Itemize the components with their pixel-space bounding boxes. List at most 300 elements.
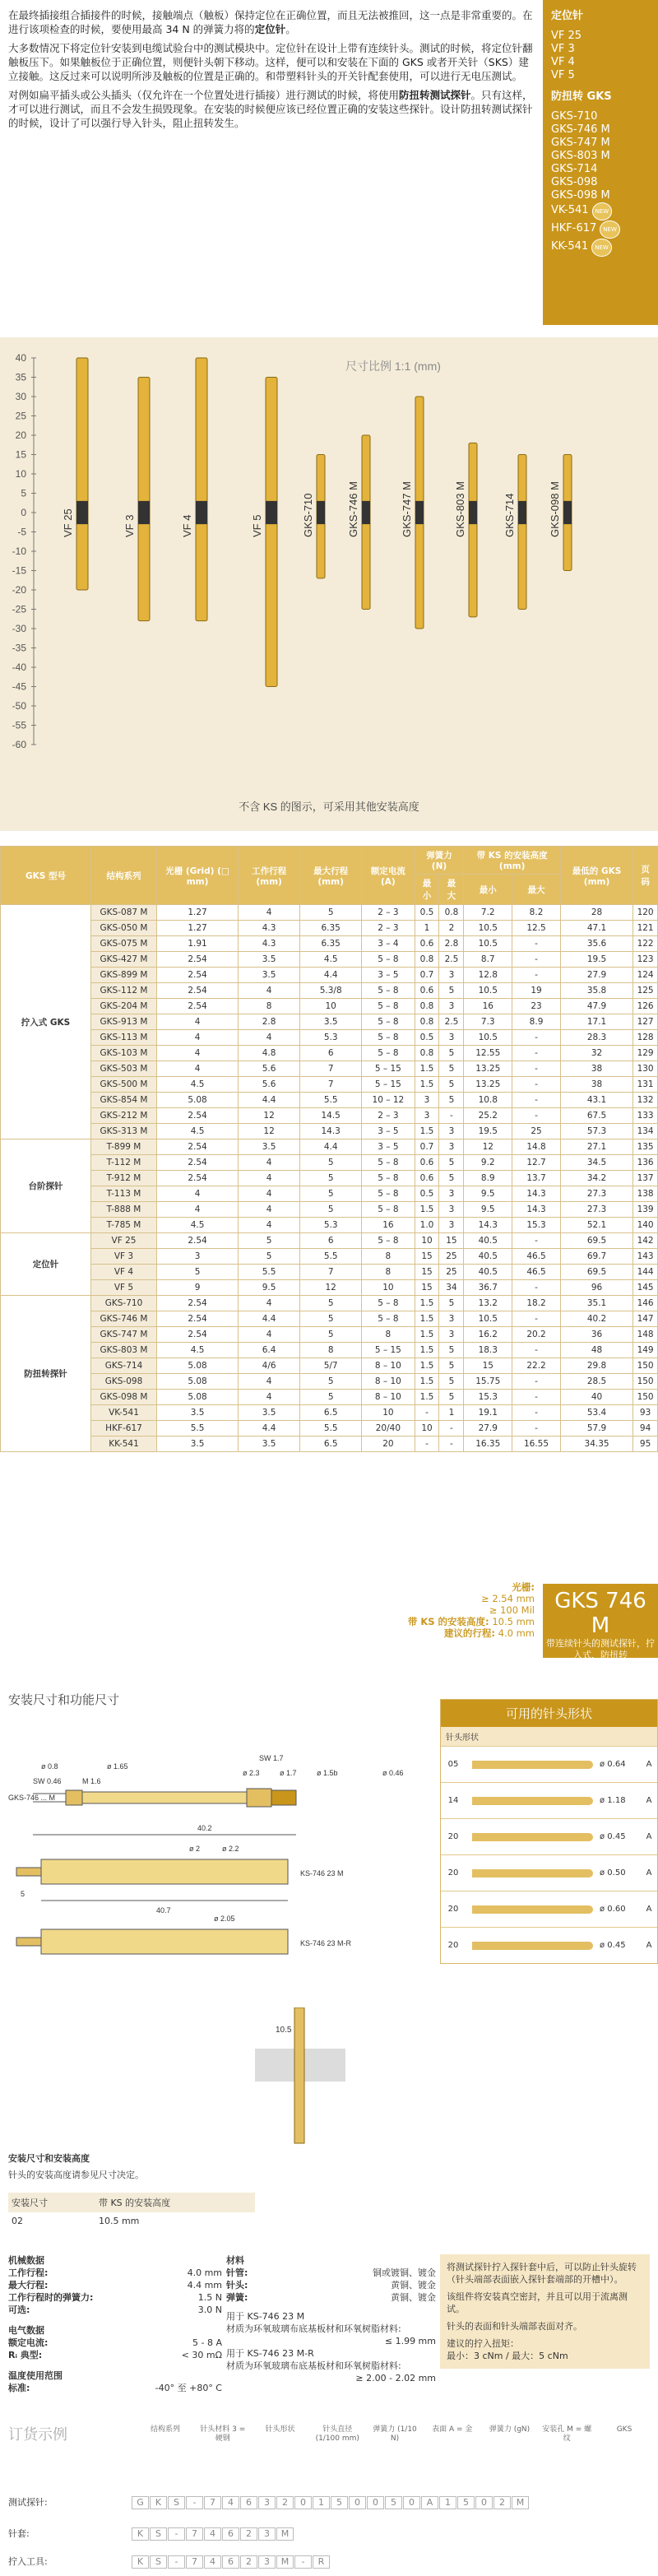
table-cell: 57.9 <box>560 1421 633 1437</box>
table-cell: 5 <box>439 1358 464 1374</box>
product-subtitle: 带连续针头的测试探针，拧入式，防扭转 <box>546 1638 655 1660</box>
tip-row <box>441 1818 657 1854</box>
order-code-cell: 4 <box>204 2555 221 2569</box>
probe-label: GKS-803 M <box>454 481 466 537</box>
table-cell: 1.91 <box>157 936 239 952</box>
table-cell: GKS-112 M <box>91 983 157 999</box>
table-cell: 7.2 <box>464 905 512 921</box>
table-cell: 0.8 <box>415 952 439 968</box>
table-cell: 5.3 <box>300 1030 362 1046</box>
table-cell: 127 <box>633 1014 658 1030</box>
table-cell: 18.2 <box>512 1296 561 1311</box>
order-row-label: 针套: <box>8 2528 30 2539</box>
table-cell: 35.6 <box>560 936 633 952</box>
order-code-cell: 5 <box>457 2496 475 2509</box>
table-cell: 6.4 <box>239 1343 300 1358</box>
tip-shapes-title: 可用的针头形状 <box>441 1700 657 1727</box>
order-col-label: 弹簧力 (1/10 N) <box>373 2425 417 2443</box>
table-cell: 40.5 <box>464 1265 512 1280</box>
table-cell: GKS-746 M <box>91 1311 157 1327</box>
dimension-drawing <box>8 1711 428 1983</box>
table-cell: 20 <box>362 1437 415 1452</box>
sidebar-item[interactable]: VF 25 <box>551 30 582 42</box>
table-cell: 0.6 <box>415 1171 439 1186</box>
table-cell: - <box>439 1437 464 1452</box>
sidebar-group-title: 定位针 <box>551 10 584 22</box>
sidebar-item[interactable]: HKF-617 NEW <box>551 220 650 239</box>
table-cell: GKS-313 M <box>91 1124 157 1139</box>
order-code-cell: R <box>313 2555 330 2569</box>
table-cell: 4.4 <box>239 1093 300 1108</box>
tip-shape <box>472 1797 593 1805</box>
table-cell: 40 <box>560 1390 633 1405</box>
th-min-gks: 最低的 GKS (mm) <box>560 847 633 905</box>
table-cell: 4.4 <box>300 968 362 983</box>
table-cell: 27.9 <box>560 968 633 983</box>
table-cell: 67.5 <box>560 1108 633 1124</box>
table-cell: 28.3 <box>560 1030 633 1046</box>
table-cell: 2.54 <box>157 1139 239 1155</box>
table-cell: 5 – 8 <box>362 1296 415 1311</box>
table-cell: 8 <box>300 1343 362 1358</box>
table-cell: 3.5 <box>239 1139 300 1155</box>
table-row <box>1 1280 658 1296</box>
table-cell: 12 <box>239 1124 300 1139</box>
install-table <box>8 2193 255 2230</box>
table-cell: 4 <box>239 1327 300 1343</box>
table-cell: 4 <box>239 1155 300 1171</box>
table-cell: 69.5 <box>560 1233 633 1249</box>
table-cell: 8 – 10 <box>362 1374 415 1390</box>
table-cell: - <box>512 1030 561 1046</box>
install-title: 安装尺寸和安装高度 <box>8 2153 90 2164</box>
order-code-cell: - <box>186 2496 203 2509</box>
tip-diameter: ø 0.64 <box>600 1760 626 1769</box>
install-desc: 针头的安装高度请参见尺寸决定。 <box>8 2170 144 2180</box>
tip-diameter: ø 0.45 <box>600 1941 626 1950</box>
order-col-label: 针头材料 3 = 硬钢 <box>200 2425 246 2443</box>
table-cell: 0.6 <box>415 983 439 999</box>
tip-material: A <box>646 1941 652 1950</box>
table-cell: 5.5 <box>239 1265 300 1280</box>
table-cell: 5.6 <box>239 1077 300 1093</box>
probe-collar <box>415 501 424 524</box>
tip-diameter: ø 1.18 <box>600 1796 626 1805</box>
dim-label: 40.7 <box>156 1906 171 1915</box>
table-cell: 9.5 <box>464 1186 512 1202</box>
y-tick-label: -5 <box>17 526 26 538</box>
table-cell: VF 3 <box>91 1249 157 1265</box>
order-code-cell: 6 <box>222 2555 239 2569</box>
th-gks-type: GKS 型号 <box>1 847 91 905</box>
probe-collar <box>469 501 477 524</box>
tip-number: 20 <box>447 1868 459 1877</box>
order-code-cell: 3 <box>258 2555 276 2569</box>
table-cell: 0.8 <box>415 999 439 1014</box>
y-tick-label: -25 <box>12 603 26 615</box>
table-cell: 27.3 <box>560 1186 633 1202</box>
table-cell: 3.5 <box>157 1405 239 1421</box>
table-cell: 0.7 <box>415 1139 439 1155</box>
y-tick-label: 10 <box>15 468 26 480</box>
table-cell: 1.5 <box>415 1343 439 1358</box>
table-cell: - <box>512 1046 561 1061</box>
y-tick-label: 35 <box>15 371 26 383</box>
table-cell: 10 <box>300 999 362 1014</box>
order-code-cell: 7 <box>186 2555 203 2569</box>
table-cell: GKS-747 M <box>91 1327 157 1343</box>
table-cell: 3 <box>439 1218 464 1233</box>
table-cell: 1.5 <box>415 1358 439 1374</box>
ks-note: ≥ 2.00 - 2.02 mm <box>355 2373 436 2383</box>
table-cell: 5 <box>439 1171 464 1186</box>
table-cell: 3 <box>439 1030 464 1046</box>
table-row <box>1 1296 658 1311</box>
install-height-drawing <box>255 2007 345 2147</box>
dim-label: ø 2.05 <box>214 1915 235 1923</box>
sidebar-item[interactable]: GKS-710 <box>551 110 598 123</box>
th-install-height: 带 KS 的安装高度 (mm) <box>464 847 561 875</box>
table-cell: 5.3 <box>300 1218 362 1233</box>
table-cell: T-112 M <box>91 1155 157 1171</box>
tip-diameter: ø 0.45 <box>600 1832 626 1841</box>
table-cell: - <box>512 952 561 968</box>
table-row <box>1 1358 658 1374</box>
table-cell: 2.54 <box>157 1108 239 1124</box>
table-cell: 5 – 8 <box>362 1014 415 1030</box>
table-cell: 12.55 <box>464 1046 512 1061</box>
table-cell: 8.9 <box>512 1014 561 1030</box>
table-row <box>1 1218 658 1233</box>
table-cell: VF 4 <box>91 1265 157 1280</box>
spec-value: 10.5 mm <box>492 1616 535 1627</box>
table-cell: 131 <box>633 1077 658 1093</box>
table-cell: 10.8 <box>464 1093 512 1108</box>
sidebar-item[interactable]: GKS-803 M <box>551 150 610 162</box>
sidebar-item[interactable]: VF 5 <box>551 69 575 81</box>
sidebar-group-locating <box>551 10 650 82</box>
table-cell: GKS-098 <box>91 1374 157 1390</box>
table-cell: 5.3/8 <box>300 983 362 999</box>
table-cell: 40.2 <box>560 1311 633 1327</box>
tip-material: A <box>646 1905 652 1914</box>
table-cell: 4.5 <box>157 1124 239 1139</box>
dim-label: ø 1.5b <box>317 1769 338 1777</box>
table-cell: 15.3 <box>464 1390 512 1405</box>
tip-number: 20 <box>447 1941 459 1950</box>
th-spring: 弹簧力 (N) <box>415 847 464 875</box>
ks-note: 用于 KS-746 23 M <box>226 2311 305 2322</box>
table-cell: 128 <box>633 1030 658 1046</box>
table-row <box>1 1249 658 1265</box>
table-cell: GKS-103 M <box>91 1046 157 1061</box>
table-cell: 8 <box>239 999 300 1014</box>
probe-shape <box>266 378 277 687</box>
order-code-cell: 0 <box>294 2496 312 2509</box>
table-cell: VF 5 <box>91 1280 157 1296</box>
table-row <box>1 1233 658 1249</box>
data-value: < 30 mΩ <box>181 2350 222 2360</box>
table-cell: 5 – 15 <box>362 1343 415 1358</box>
table-cell: 6.35 <box>300 921 362 936</box>
table-cell: - <box>512 936 561 952</box>
sidebar-item[interactable]: VK-541 NEW <box>551 202 650 220</box>
install-dim-label: 10.5 <box>276 2026 292 2035</box>
table-cell: 14.3 <box>512 1186 561 1202</box>
sidebar-item[interactable]: KK-541 NEW <box>551 239 650 257</box>
table-cell: 7 <box>300 1061 362 1077</box>
group-cell: 台阶探针 <box>1 1139 91 1233</box>
table-cell: 3 <box>415 1108 439 1124</box>
table-cell: 2.54 <box>157 1155 239 1171</box>
table-cell: GKS-212 M <box>91 1108 157 1124</box>
th-sub: 最大 <box>439 875 464 905</box>
table-cell: 8 <box>362 1327 415 1343</box>
probe-collar <box>518 501 526 524</box>
table-cell: 133 <box>633 1108 658 1124</box>
table-cell: 34.35 <box>560 1437 633 1452</box>
data-key: 标准: <box>8 2383 30 2393</box>
order-code-cell: S <box>168 2496 185 2509</box>
table-cell: 1.5 <box>415 1311 439 1327</box>
order-row-tool <box>8 2552 331 2569</box>
table-cell: 147 <box>633 1311 658 1327</box>
data-value: 1.5 N <box>197 2292 222 2303</box>
table-row <box>1 1421 658 1437</box>
table-cell: 8 <box>362 1265 415 1280</box>
table-cell: 5.6 <box>239 1061 300 1077</box>
y-tick-label: -20 <box>12 584 26 596</box>
table-cell: 4 <box>239 1030 300 1046</box>
th-work-stroke: 工作行程 (mm) <box>239 847 300 905</box>
order-code-cell: 1 <box>313 2496 330 2509</box>
ks-note: 材质为环氧玻璃布底基板材和环氧树脂材料: <box>226 2323 401 2334</box>
data-row <box>226 2267 436 2279</box>
table-cell: GKS-710 <box>91 1296 157 1311</box>
tip-row <box>441 1782 657 1818</box>
table-cell: 2.54 <box>157 1327 239 1343</box>
table-cell: 5 <box>439 1155 464 1171</box>
table-cell: 4.5 <box>157 1218 239 1233</box>
ks-note: 材质为环氧玻璃布底基板材和环氧树脂材料: <box>226 2360 401 2371</box>
table-cell: 5 <box>439 1296 464 1311</box>
table-cell: 138 <box>633 1186 658 1202</box>
table-cell: 20/40 <box>362 1421 415 1437</box>
table-cell: - <box>439 1108 464 1124</box>
table-cell: 5.5 <box>300 1093 362 1108</box>
order-code-cell: 0 <box>475 2496 493 2509</box>
scale-label: 尺寸比例 1:1 (mm) <box>345 360 441 373</box>
table-cell: GKS-427 M <box>91 952 157 968</box>
table-cell: 137 <box>633 1171 658 1186</box>
table-cell: HKF-617 <box>91 1421 157 1437</box>
sidebar-item[interactable]: VF 4 <box>551 56 575 68</box>
y-tick-label: -10 <box>12 545 26 557</box>
order-code-cell: 6 <box>240 2496 257 2509</box>
table-cell: - <box>512 1280 561 1296</box>
product-key-specs <box>387 1581 535 1639</box>
dim-label: M 1.6 <box>82 1777 101 1785</box>
data-row <box>8 2304 222 2316</box>
table-cell: 6.35 <box>300 936 362 952</box>
table-cell: 4 <box>157 1061 239 1077</box>
product-title: GKS 746 M <box>554 1589 646 1638</box>
dim-label: ø 2 <box>189 1845 201 1853</box>
table-cell: 5/7 <box>300 1358 362 1374</box>
table-cell: 4.8 <box>239 1046 300 1061</box>
table-row <box>1 1265 658 1280</box>
sidebar-item[interactable]: VF 3 <box>551 43 575 55</box>
y-tick-label: -55 <box>12 719 26 731</box>
order-col-label: GKS <box>616 2425 633 2434</box>
table-cell: 4 <box>157 1046 239 1061</box>
tip-shape <box>472 1869 593 1877</box>
table-cell: VF 25 <box>91 1233 157 1249</box>
table-cell: 4 <box>157 1014 239 1030</box>
sidebar-item[interactable]: GKS-746 M <box>551 123 610 136</box>
table-cell: - <box>512 1405 561 1421</box>
table-cell: 19.5 <box>464 1124 512 1139</box>
table-cell: GKS-500 M <box>91 1077 157 1093</box>
probe-label: GKS-714 <box>503 493 516 537</box>
table-cell: 4.4 <box>300 1139 362 1155</box>
tip-diameter: ø 0.60 <box>600 1905 626 1914</box>
table-cell: 3 <box>439 1124 464 1139</box>
table-cell: 5 – 8 <box>362 1155 415 1171</box>
table-cell: 121 <box>633 921 658 936</box>
table-cell: 28.5 <box>560 1374 633 1390</box>
table-cell: 2.54 <box>157 1171 239 1186</box>
order-code-cell: A <box>421 2496 438 2509</box>
table-row <box>1 999 658 1014</box>
new-badge: NEW <box>600 220 620 239</box>
table-cell: 4.5 <box>157 1077 239 1093</box>
table-cell: 5.5 <box>157 1421 239 1437</box>
table-cell: 8.2 <box>512 905 561 921</box>
table-cell: 25 <box>439 1249 464 1265</box>
table-cell: 4.3 <box>239 921 300 936</box>
order-code-cell: 3 <box>258 2496 276 2509</box>
table-cell: 53.4 <box>560 1405 633 1421</box>
table-row <box>1 1374 658 1390</box>
table-cell: 2 <box>439 921 464 936</box>
data-value: -40° 至 +80° C <box>155 2383 222 2393</box>
order-code-cell: 0 <box>349 2496 366 2509</box>
sidebar-item[interactable]: GKS-098 M <box>551 189 610 202</box>
dim-label: ø 1.65 <box>107 1762 128 1771</box>
table-cell: 7.3 <box>464 1014 512 1030</box>
table-cell: 0.8 <box>439 905 464 921</box>
table-cell: 1.5 <box>415 1296 439 1311</box>
chart-footnote: 不含 KS 的图示，可采用其他安装高度 <box>239 801 419 813</box>
data-row <box>8 2267 222 2279</box>
order-row-sleeve <box>8 2524 294 2541</box>
table-cell: 4 <box>239 1171 300 1186</box>
table-cell: 3 – 4 <box>362 936 415 952</box>
table-cell: 4/6 <box>239 1358 300 1374</box>
tip-number: 14 <box>447 1796 459 1805</box>
table-cell: GKS-913 M <box>91 1014 157 1030</box>
table-cell: 5 <box>239 1249 300 1265</box>
table-cell: 4.5 <box>157 1343 239 1358</box>
intro-para-1: 在最终插接组合插接件的时候，接触端点（触板）保持定位在正确位置，而且无法被推回，这一点是非常重要的。在进行该项检查的时候，要使用最高 34 N 的弹簧力将的定位针。 <box>8 9 533 35</box>
table-cell: 0.5 <box>415 1186 439 1202</box>
group-cell: 定位针 <box>1 1233 91 1296</box>
dim-label: ø 0.8 <box>41 1762 58 1771</box>
probe-label: VF 25 <box>62 508 74 537</box>
table-cell: 5.08 <box>157 1093 239 1108</box>
intro-text <box>8 8 535 135</box>
table-cell: 15.3 <box>512 1218 561 1233</box>
table-cell: 5 <box>439 1077 464 1093</box>
table-cell: 8 – 10 <box>362 1390 415 1405</box>
mech-title: 机械数据 <box>8 2255 44 2266</box>
probe-label: VF 3 <box>123 514 136 537</box>
table-cell: 29.8 <box>560 1358 633 1374</box>
dim-label: ø 1.7 <box>280 1769 297 1777</box>
th-sub: 最小 <box>415 875 439 905</box>
table-cell: - <box>512 1374 561 1390</box>
table-cell: 15 <box>415 1280 439 1296</box>
probe-label: VF 5 <box>251 514 263 537</box>
sidebar-item[interactable]: GKS-747 M <box>551 137 610 149</box>
table-cell: 27.1 <box>560 1139 633 1155</box>
table-cell: 1.5 <box>415 1202 439 1218</box>
table-cell: GKS-204 M <box>91 999 157 1014</box>
table-cell: 130 <box>633 1061 658 1077</box>
table-cell: 14.5 <box>300 1108 362 1124</box>
table-cell: 3 <box>415 1093 439 1108</box>
table-cell: 150 <box>633 1374 658 1390</box>
table-cell: 3.5 <box>239 952 300 968</box>
table-cell: 10.5 <box>464 1030 512 1046</box>
table-cell: 5 – 8 <box>362 1030 415 1046</box>
table-cell: 125 <box>633 983 658 999</box>
table-cell: 5 <box>439 1374 464 1390</box>
table-cell: 2.54 <box>157 1311 239 1327</box>
table-cell: 5 – 8 <box>362 1171 415 1186</box>
sidebar-item[interactable]: GKS-714 <box>551 163 598 175</box>
table-cell: 35.8 <box>560 983 633 999</box>
tip-number: 05 <box>447 1760 459 1769</box>
data-key: 工作行程: <box>8 2267 49 2278</box>
th-series: 结构系列 <box>91 847 157 905</box>
order-code-cell: 6 <box>222 2527 239 2541</box>
sidebar-group-anti-rotation <box>551 91 650 257</box>
probe-label: GKS-710 <box>302 493 314 537</box>
table-cell: 1.27 <box>157 905 239 921</box>
spec-value: ≥ 2.54 mm <box>481 1593 535 1604</box>
tip-row <box>441 1927 657 1963</box>
spec-value: 4.0 mm <box>498 1627 535 1639</box>
table-cell: 23 <box>512 999 561 1014</box>
table-cell: 0.8 <box>415 1046 439 1061</box>
order-code-cell: 1 <box>439 2496 456 2509</box>
dim-label: KS-746 23 M-R <box>300 1939 352 1947</box>
dim-label: SW 1.7 <box>259 1754 284 1762</box>
table-cell: 5.08 <box>157 1358 239 1374</box>
table-cell: 6.5 <box>300 1405 362 1421</box>
table-cell: 145 <box>633 1280 658 1296</box>
table-cell: 40.5 <box>464 1233 512 1249</box>
dim-label: GKS-746 ... M <box>8 1794 56 1802</box>
sidebar-item[interactable]: GKS-098 <box>551 176 598 188</box>
table-row <box>1 952 658 968</box>
table-cell: 0.7 <box>415 968 439 983</box>
table-cell: T-888 M <box>91 1202 157 1218</box>
order-code-cell: K <box>132 2527 149 2541</box>
table-cell: 5 – 8 <box>362 1233 415 1249</box>
